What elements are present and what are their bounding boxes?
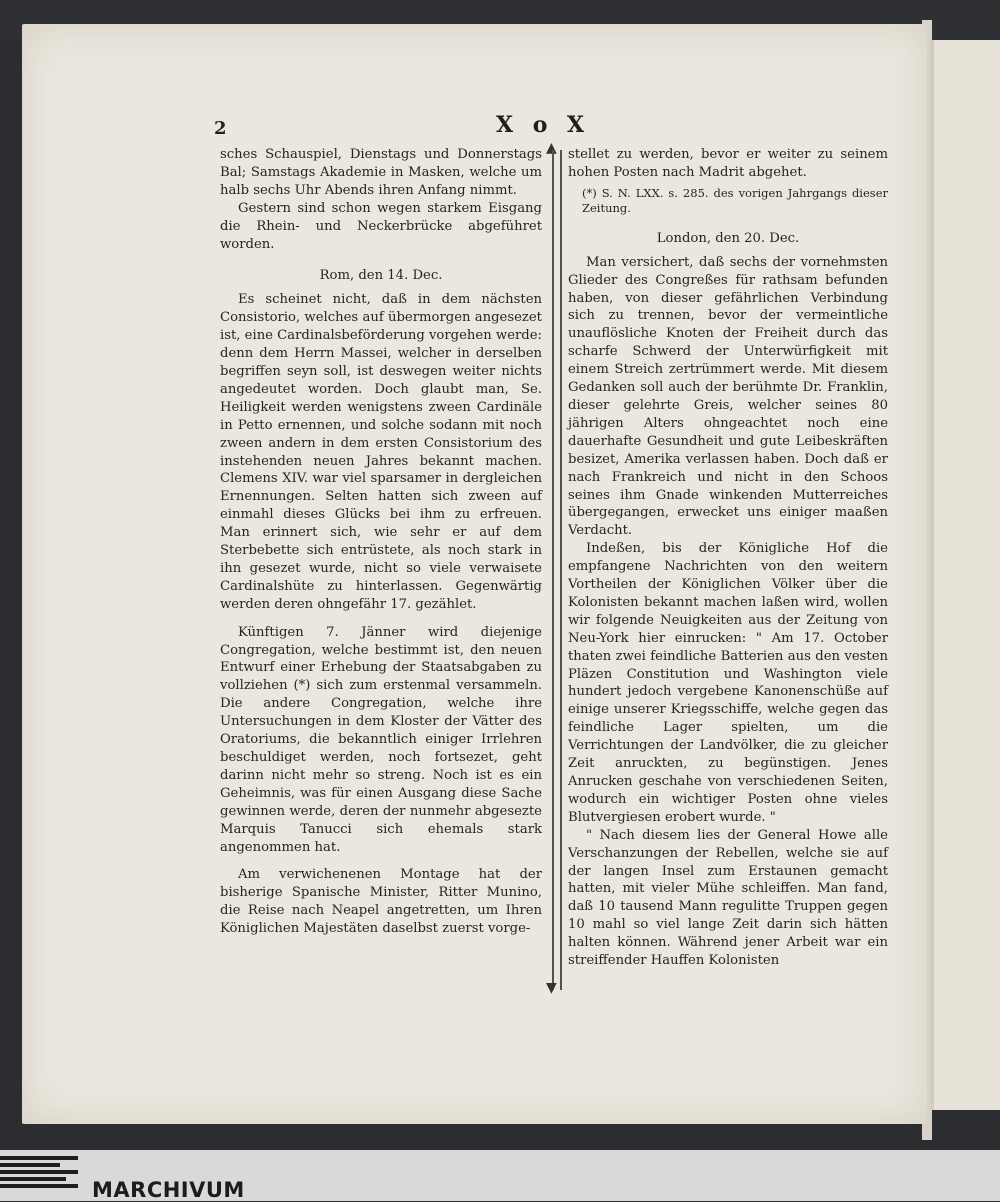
paragraph: Es scheinet nicht, daß in dem nächsten Consistorio, welches auf übermorgen angesezet ist, eine Cardinalsbeförderung vorgehen werde: denn dem Herrn Massei, welcher in derselben begriffen seyn soll, ist deswegen weiter nichts angedeutet worden. Doch glaubt man, Se. Heiligkeit werden wenigstens zween Cardinäle in Petto ernennen, und solche sodann mit noch zween andern in dem ersten Consistorium des instehenden neuen Jahres bekannt machen. Clemens XIV. war viel sparsamer in dergleichen Ernennungen. Selten hatten sich zween auf einmahl dieses Glücks bei ihm zu erfreuen. Man erinnert sich, wie sehr er auf dem Sterbebette sich entrüstete, als noch stark in ihn gesezet wurde, nicht so viele verwaisete Cardinalshüte zu hinterlassen. Gegenwärtig werden deren ohngefähr 17. gezählet. [220,292,542,612]
right-column [568,146,888,970]
next-page-strip [930,40,1000,1110]
column-ornament-top-icon: ▲ [546,140,557,156]
page-number: 2 [214,118,227,139]
paragraph: Künftigen 7. Jänner wird diejenige Congregation, welche bestimmt ist, den neuen Entwurf einer Erhebung der Staatsabgaben zu vollziehen (*) sich zum erstenmal versammeln. Die andere Congregation, welche ihre Untersuchungen in dem Kloster der Vätter des Oratoriums, die bekanntlich einiger Irrlehren beschuldiget werden, noch fortsezet, geht darinn nicht mehr so streng. Noch ist es ein Geheimnis, was für einen Ausgang diese Sache gewinnen werde, deren der nunmehr abgesezte Marquis Tanucci sich ehemals stark angenommen hat. [220,624,542,855]
paragraph: Man versichert, daß sechs der vornehmsten Glieder des Congreßes für rathsam befunden haben, von dieser gefährlichen Verbindung sich zu trennen, bevor der vermeintliche unauflösliche Knoten der Freiheit durch das scharfe Schwerd der Unterwürfigkeit mit einem Streich zertrümmert werde. Mit diesem Gedanken soll auch der berühmte Dr. Franklin, dieser gelehrte Greis, welcher seines 80 jährigen Alters ohngeachtet noch eine dauerhafte Gesundheit und gute Leibeskräften besizet, Amerika verlassen haben. Doch daß er nach Frankreich und nicht in den Schoos seines ihm Gnade winkenden Mutterreiches übergegangen, erwecket uns einiger maaßen Verdacht. [568,254,888,539]
footnote: (*) S. N. LXX. s. 285. des vorigen Jahrgangs dieser Zeitung. [582,185,888,215]
paragraph: stellet zu werden, bevor er weiter zu seinem hohen Posten nach Madrit abgehet. [568,147,888,180]
paragraph: " Nach diesem lies der General Howe alle Verschanzungen der Rebellen, welche sie auf der langen Insel zum Erstaunen gemacht hatten, mit vieler Mühe schleiffen. Man fand, daß 10 tausend Mann regulitte Truppen gegen 10 mahl so viel lange Zeit darin sich hätten halten können. Während jener Arbeit war ein streiffender Hauffen Kolonisten [568,827,888,969]
paragraph: sches Schauspiel, Dienstags und Donnerstags Bal; Samstags Akademie in Masken, welche um halb sechs Uhr Abends ihren Anfang nimmt. [220,147,542,198]
column-ornament-bottom-icon: ▼ [546,980,557,996]
dateline-heading: Rom, den 14. Dec. [319,268,443,284]
paragraph: Am verwichenenen Montage hat der bisherige Spanische Minister, Ritter Munino, die Reise nach Neapel angetretten, um Ihren Königlichen Majestäten daselbst zuerst vorge- [220,867,542,937]
column-divider [552,150,562,990]
dateline-heading: London, den 20. Dec. [656,230,800,246]
running-head: X o X [496,112,591,138]
paragraph: Indeßen, bis der Königliche Hof die empfangene Nachrichten von den weitern Vortheilen der Königlichen Völker über die Kolonisten bekannt machen laßen wird, wollen wir folgende Neuigkeiten aus der Zeitung von Neu-York hier einrucken: " Am 17. October thaten zwei feindliche Batterien aus den vesten Pläzen Constitution und Washington viele hundert jedoch vergebene Kanonenschüße auf einige unserer Kriegsschiffe, welche gegen das feindliche Lager spielten, um die Verrichtungen der Landvölker, die zu gleicher Zeit anruckten, zu begünstigen. Jenes Anrucken geschahe von verschiedenen Seiten, wodurch ein wichtiger Posten ohne vieles Blutvergiesen erobert wurde. " [568,541,888,825]
left-column [220,146,542,938]
marchivum-logo-icon [0,1156,78,1196]
paragraph: Gestern sind schon wegen starkem Eisgang die Rhein- und Neckerbrücke abgeführet worden. [220,200,542,252]
brand-name: MARCHIVUM [92,1178,245,1202]
